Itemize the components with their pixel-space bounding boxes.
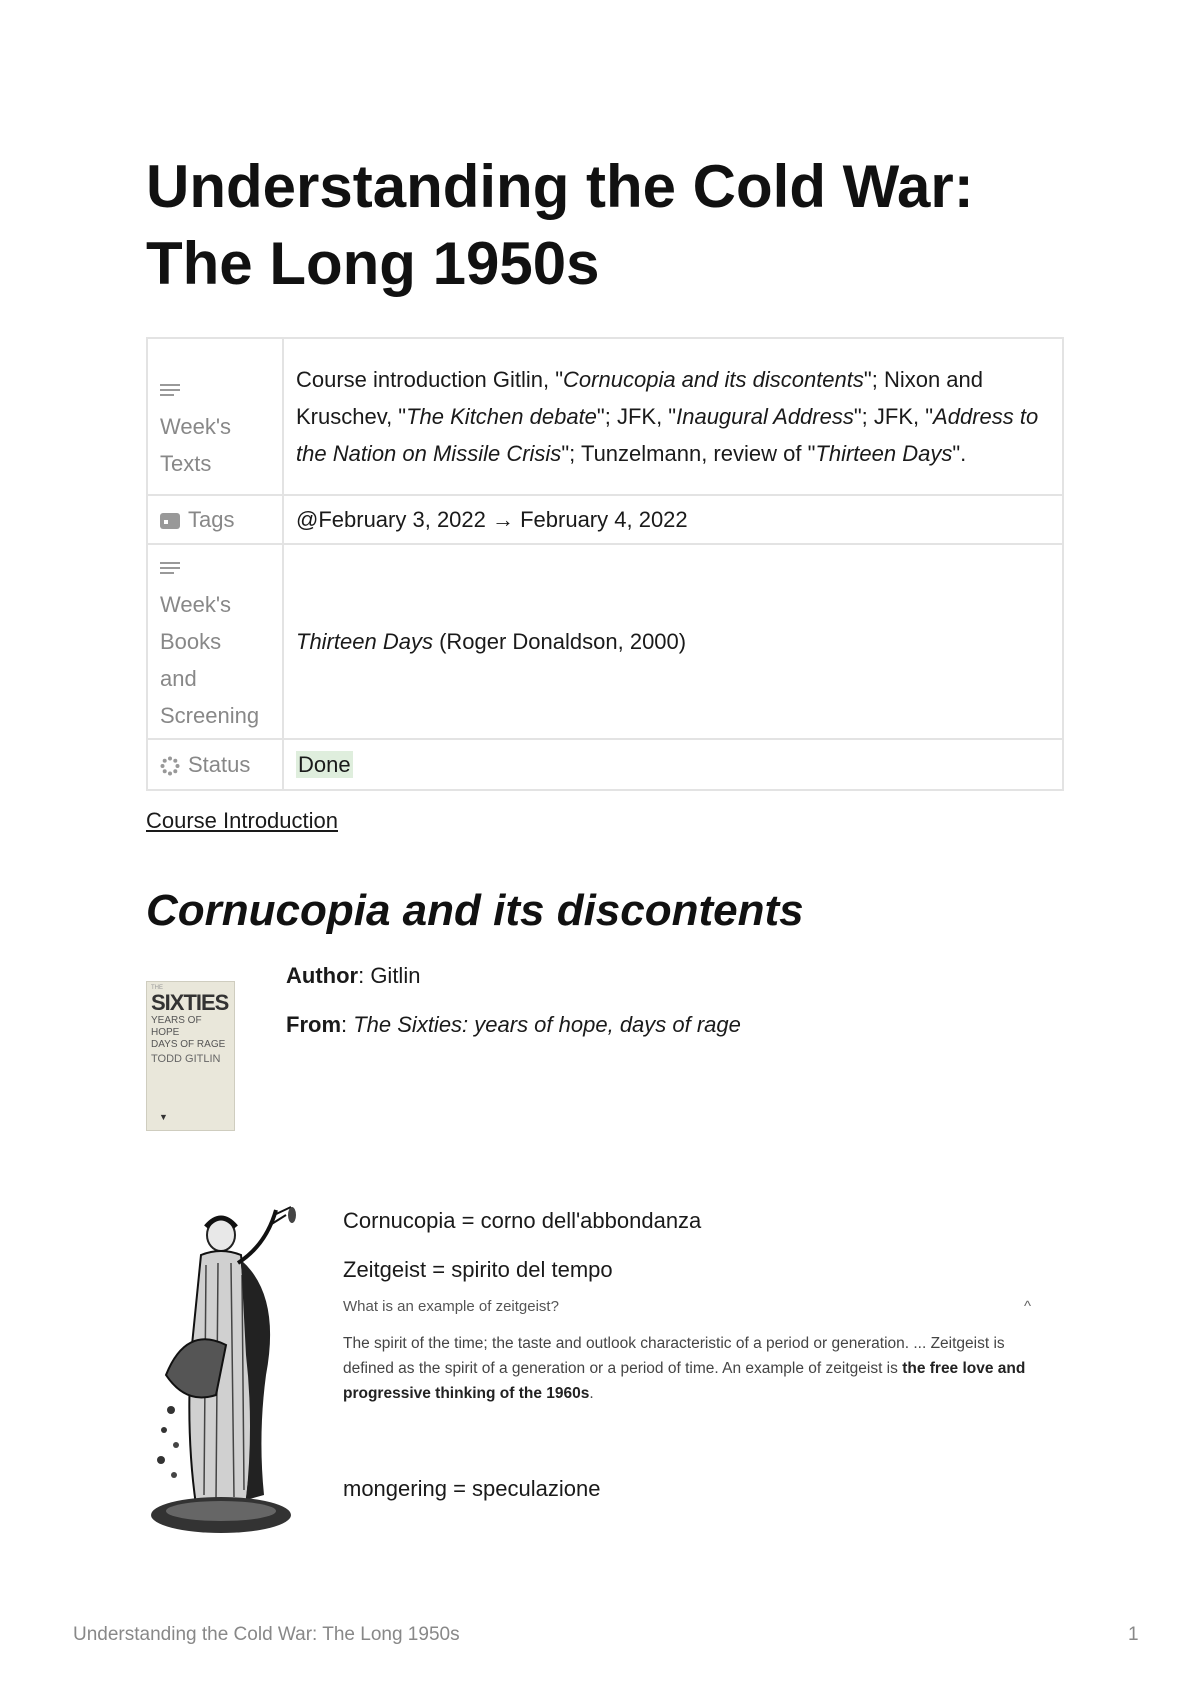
footer-title: Understanding the Cold War: The Long 1950s — [73, 1624, 460, 1645]
property-row-books — [147, 544, 1063, 739]
gloss-zeitgeist: Zeitgeist = spirito del tempo — [343, 1257, 613, 1282]
property-key-texts — [147, 338, 283, 495]
text-lines-icon — [160, 561, 180, 577]
from-line: From: The Sixties: years of hope, days of rage — [286, 1012, 741, 1037]
book-cover-image: THE SIXTIES YEARS OF HOPE DAYS OF RAGE TODD GITLIN ▼ — [146, 981, 235, 1131]
properties-table — [146, 337, 1064, 791]
property-row-status — [147, 739, 1063, 790]
tag-icon — [160, 512, 180, 530]
text-lines-icon — [160, 383, 180, 399]
status-badge[interactable]: Done — [298, 752, 351, 777]
section-heading: Cornucopia and its discontents — [146, 886, 804, 935]
gloss-mongering: mongering = speculazione — [343, 1476, 601, 1501]
property-row-texts — [147, 338, 1063, 495]
author-line: Author: Gitlin — [286, 963, 421, 988]
property-key-books — [147, 544, 283, 739]
page-title: Understanding the Cold War: The Long 1950s — [146, 153, 974, 297]
page-number: 1 — [1128, 1624, 1139, 1645]
course-introduction-link[interactable]: Course Introduction — [146, 808, 338, 833]
property-key-label: Screening — [160, 703, 260, 728]
snippet-answer: The spirit of the time; the taste and outlook characteristic of a period or generation. ... Zeitgeist is defined as the spirit of a generation or a period of time. An example of zeitgeist is the free love and progressive thinking of the 1960s. — [343, 1335, 1026, 1402]
property-key-status: Status — [147, 739, 283, 790]
property-key-label: Books — [160, 629, 222, 654]
snippet-question[interactable]: What is an example of zeitgeist? ^ — [343, 1298, 1031, 1315]
property-value-books[interactable]: Thirteen Days (Roger Donaldson, 2000) — [283, 544, 1063, 739]
status-spinner-icon — [160, 756, 180, 776]
property-key-label: Week's — [160, 592, 232, 617]
property-key-label: Texts — [160, 451, 212, 476]
property-row-tags — [147, 495, 1063, 544]
chevron-up-icon[interactable]: ^ — [1023, 1298, 1031, 1315]
property-key-label: Week's — [160, 414, 232, 439]
property-value-tags[interactable]: @February 3, 2022 → February 4, 2022 — [283, 495, 1063, 544]
gloss-cornucopia: Cornucopia = corno dell'abbondanza — [343, 1208, 702, 1233]
property-key-tags: Tags — [147, 495, 283, 544]
property-value-texts[interactable]: Course introduction Gitlin, "Cornucopia and its discontents"; Nixon and Kruschev, "The Kitchen debate"; JFK, "Inaugural Address"; JFK, "Address to the Nation on Missile Crisis"; Tunzelmann, review of "Thirteen Days". — [283, 338, 1063, 495]
property-key-label: and — [160, 666, 197, 691]
property-value-status[interactable] — [283, 739, 1063, 790]
search-snippet — [343, 1298, 1053, 1406]
cornucopia-figure-illustration — [146, 1205, 296, 1540]
